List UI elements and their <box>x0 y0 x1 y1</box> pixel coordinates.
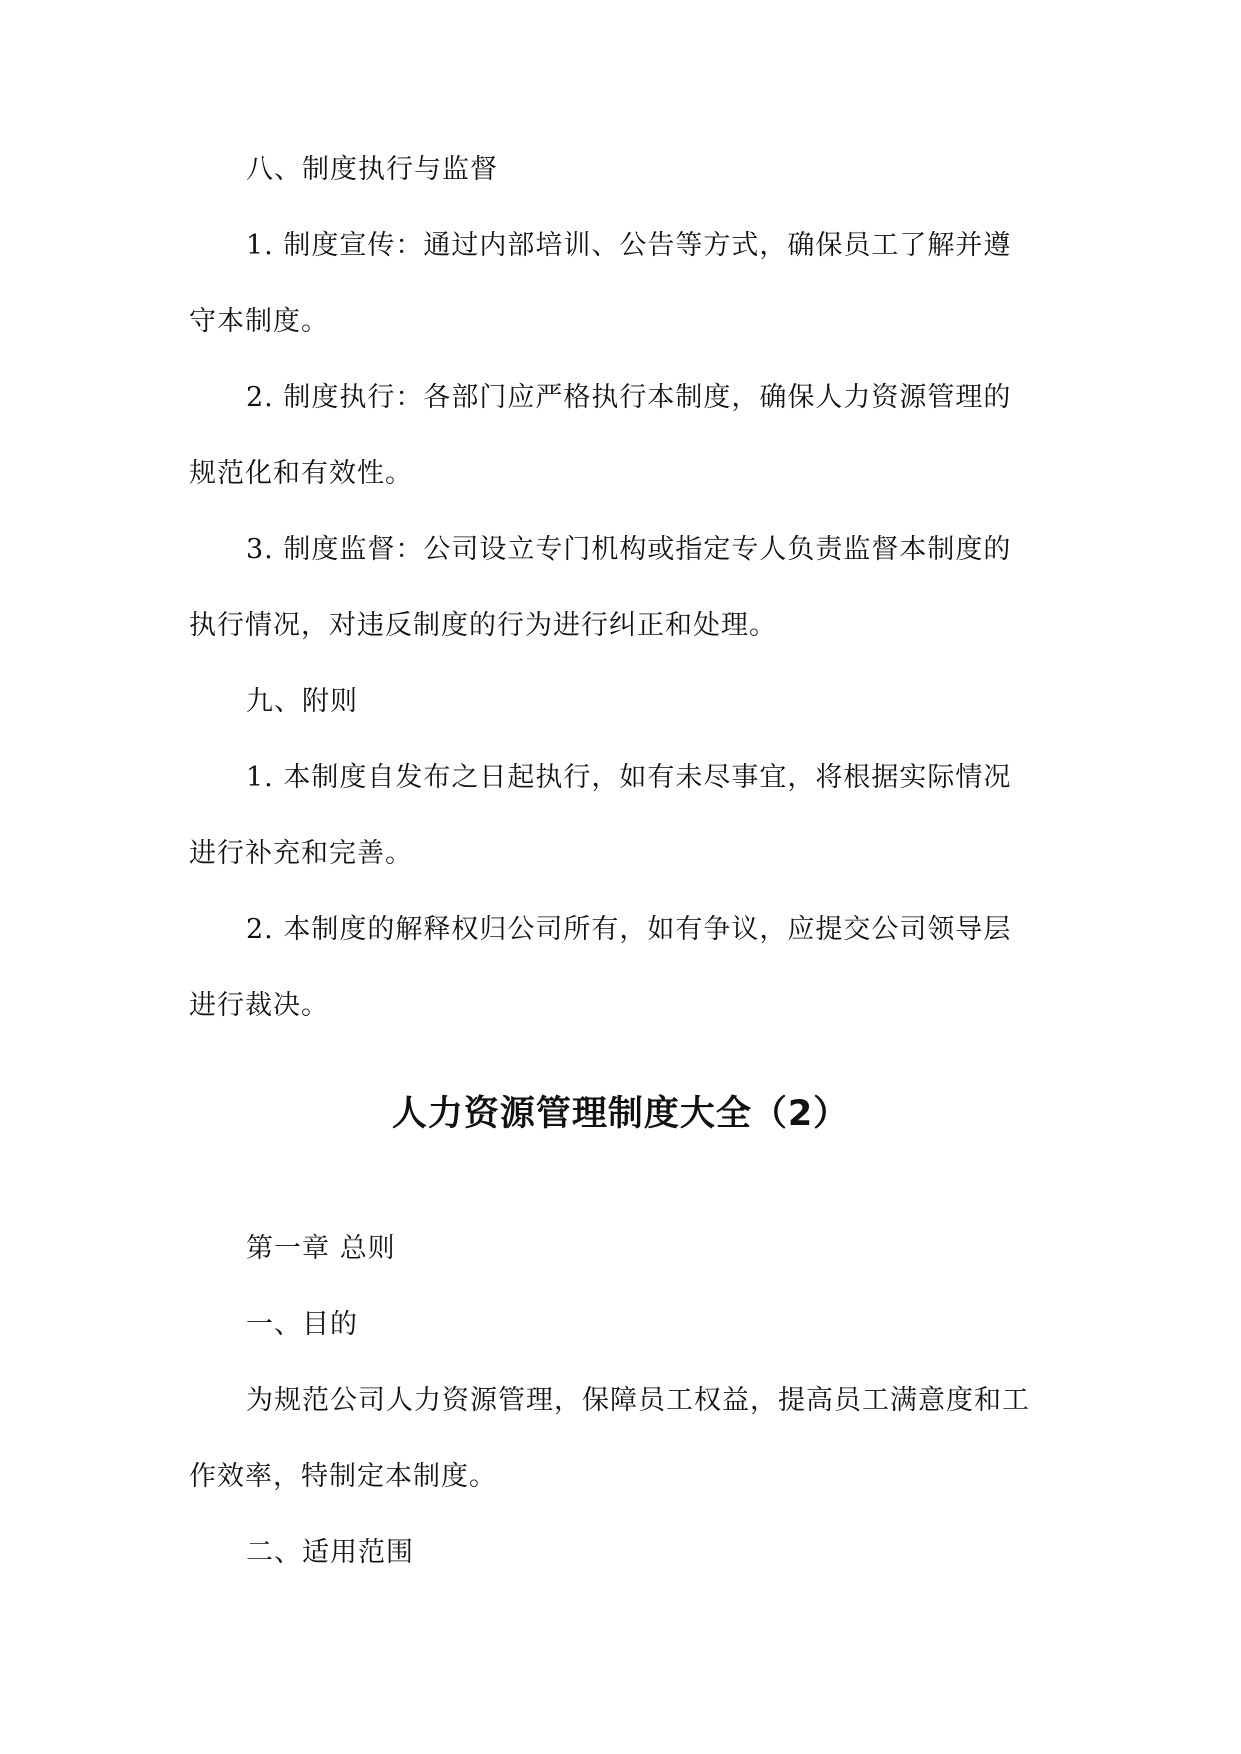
chapter-1-heading: 第一章 总则 <box>246 1233 396 1264</box>
section-9-item-2-line-2: 进行裁决。 <box>189 990 329 1021</box>
document-title: 人力资源管理制度大全（2） <box>391 1094 850 1134</box>
purpose-heading: 一、目的 <box>246 1309 358 1340</box>
section-8-item-2-line-2: 规范化和有效性。 <box>189 458 413 489</box>
section-8-item-1-line-1: 1. 制度宣传：通过内部培训、公告等方式，确保员工了解并遵 <box>246 230 1012 261</box>
section-8-item-1-line-2: 守本制度。 <box>189 306 329 337</box>
section-8-item-3-line-2: 执行情况，对违反制度的行为进行纠正和处理。 <box>189 610 777 641</box>
section-8-item-3-line-1: 3. 制度监督：公司设立专门机构或指定专人负责监督本制度的 <box>246 534 1012 565</box>
section-9-item-1-line-1: 1. 本制度自发布之日起执行，如有未尽事宜，将根据实际情况 <box>246 762 1012 793</box>
scope-heading: 二、适用范围 <box>246 1537 414 1568</box>
section-9-item-1-line-2: 进行补充和完善。 <box>189 838 413 869</box>
section-9-item-2-line-1: 2. 本制度的解释权归公司所有，如有争议，应提交公司领导层 <box>246 914 1012 945</box>
purpose-line-2: 作效率，特制定本制度。 <box>189 1461 497 1492</box>
section-8-item-2-line-1: 2. 制度执行：各部门应严格执行本制度，确保人力资源管理的 <box>246 382 1012 413</box>
section-9-heading: 九、附则 <box>246 686 358 717</box>
section-8-heading: 八、制度执行与监督 <box>246 154 498 185</box>
purpose-line-1: 为规范公司人力资源管理，保障员工权益，提高员工满意度和工 <box>246 1385 1030 1416</box>
